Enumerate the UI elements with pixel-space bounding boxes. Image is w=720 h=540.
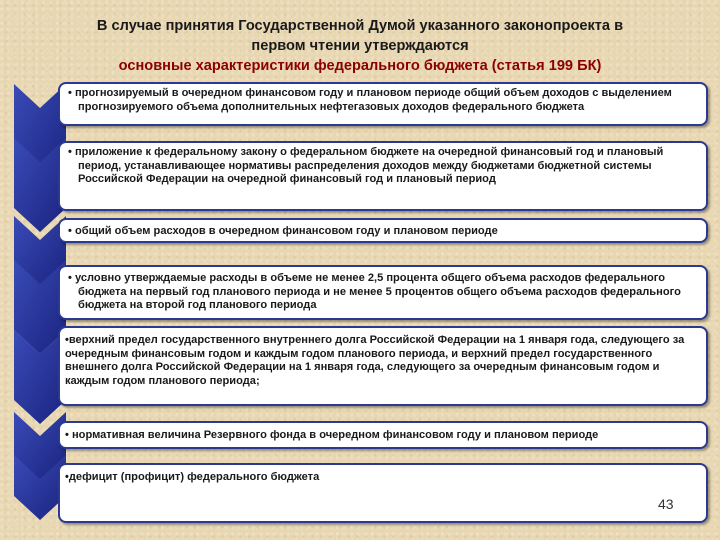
item-4: • условно утверждаемые расходы в объеме не менее 2,5 процента общего объема расходов федерального бюджета на первый год планового периода и не менее 5 процентов общего объема расходов федерального бюджета на второй год планового периода [58, 265, 708, 320]
item-6: • нормативная величина Резервного фонда в очередном финансовом году и плановом периоде [58, 421, 708, 449]
title-line-2: первом чтении утверждаются [251, 38, 469, 54]
item-3: • общий объем расходов в очередном финансовом году и плановом периоде [58, 218, 708, 243]
item-5: •верхний предел государственного внутреннего долга Российской Федерации на 1 января года, следующего за очередным финансовым годом и каждым годом планового периода, и верхний предел государственного внешнего долга Российской Федерации на 1 января года, следующего за очередным финансовым годом и каждым годом планового периода; [58, 326, 708, 406]
item-1: • прогнозируемый в очередном финансовом году и плановом периоде общий объем доходов с выделением прогнозируемого объема дополнительных нефтегазовых доходов федерального бюджета [58, 82, 708, 126]
title-line-3: основные характеристики федерального бюджета (статья 199 БК) [118, 58, 602, 74]
page-number: 43 [658, 496, 674, 512]
item-7: •дефицит (профицит) федерального бюджета [58, 463, 708, 523]
item-2: • приложение к федеральному закону о федеральном бюджете на очередной финансовый год и плановый период, устанавливающее нормативы распределения доходов между бюджетами бюджетной системы Российской Федерации на очередной финансовый год и плановый период [58, 141, 708, 211]
title-line-1: В случае принятия Государственной Думой указанного законопроекта в [96, 18, 624, 34]
